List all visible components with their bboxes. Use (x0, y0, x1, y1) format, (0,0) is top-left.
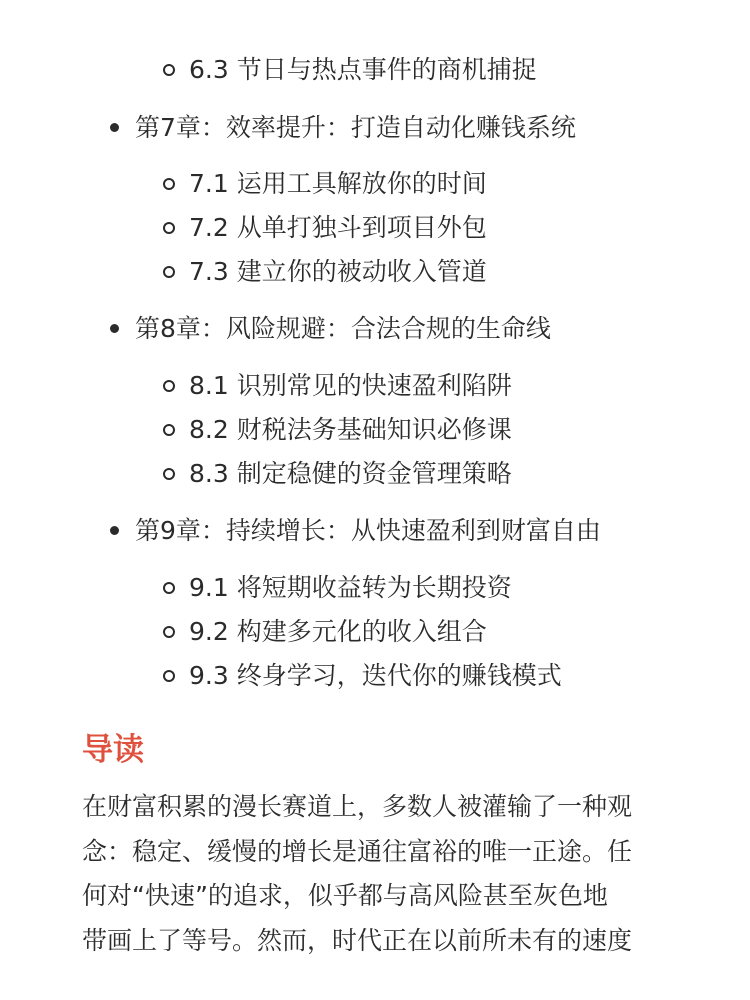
toc-section-9-3 (189, 660, 562, 692)
hollow-bullet-icon (163, 626, 175, 638)
toc-section-7-2 (189, 212, 487, 244)
toc-section-8-2 (189, 414, 512, 446)
toc-section-label: 8.3 制定稳健的资金管理策略 (189, 459, 512, 488)
hollow-bullet-icon (163, 64, 175, 76)
hollow-bullet-icon (163, 424, 175, 436)
toc-section-7-3 (189, 256, 487, 288)
toc-section-8-3 (189, 458, 512, 490)
toc-section-label: 6.3 节日与热点事件的商机捕捉 (189, 55, 537, 84)
hollow-bullet-icon (163, 380, 175, 392)
toc-chapter-8 (135, 313, 551, 345)
toc-section-label: 8.1 识别常见的快速盈利陷阱 (189, 371, 512, 400)
toc-chapter-label: 第9章：持续增长：从快速盈利到财富自由 (135, 516, 601, 545)
toc-section-label: 7.2 从单打独斗到项目外包 (189, 213, 487, 242)
toc-section-label: 8.2 财税法务基础知识必修课 (189, 415, 512, 444)
toc-section-9-1 (189, 572, 512, 604)
bullet-icon (110, 526, 119, 535)
toc-section-9-2 (189, 616, 487, 648)
hollow-bullet-icon (163, 266, 175, 278)
toc-chapter-7 (135, 112, 576, 144)
intro-heading: 导读 (82, 732, 144, 768)
toc-section-7-1 (189, 168, 487, 200)
toc-chapter-9 (135, 515, 601, 547)
hollow-bullet-icon (163, 582, 175, 594)
intro-paragraph (82, 785, 672, 963)
intro-line: 念：稳定、缓慢的增长是通往富裕的唯一正途。任 (82, 836, 633, 866)
intro-line: 在财富积累的漫长赛道上，多数人被灌输了一种观 (82, 792, 633, 821)
toc-section-label: 9.3 终身学习，迭代你的赚钱模式 (189, 661, 562, 690)
toc-chapter-label: 第7章：效率提升：打造自动化赚钱系统 (135, 113, 576, 142)
intro-line: 何对“快速”的追求，似乎都与高风险甚至灰色地 (82, 881, 608, 910)
toc-section-label: 9.1 将短期收益转为长期投资 (189, 573, 512, 602)
hollow-bullet-icon (163, 670, 175, 682)
toc-chapter-label: 第8章：风险规避：合法合规的生命线 (135, 314, 551, 343)
hollow-bullet-icon (163, 468, 175, 480)
toc-section-label: 7.3 建立你的被动收入管道 (189, 257, 487, 286)
toc-section-label: 7.1 运用工具解放你的时间 (189, 169, 487, 198)
toc-section-6-3 (189, 54, 537, 86)
hollow-bullet-icon (163, 222, 175, 234)
intro-line: 带画上了等号。然而，时代正在以前所未有的速度 (82, 925, 633, 955)
toc-section-8-1 (189, 370, 512, 402)
hollow-bullet-icon (163, 178, 175, 190)
toc-section-label: 9.2 构建多元化的收入组合 (189, 617, 487, 646)
bullet-icon (110, 123, 119, 132)
bullet-icon (110, 324, 119, 333)
